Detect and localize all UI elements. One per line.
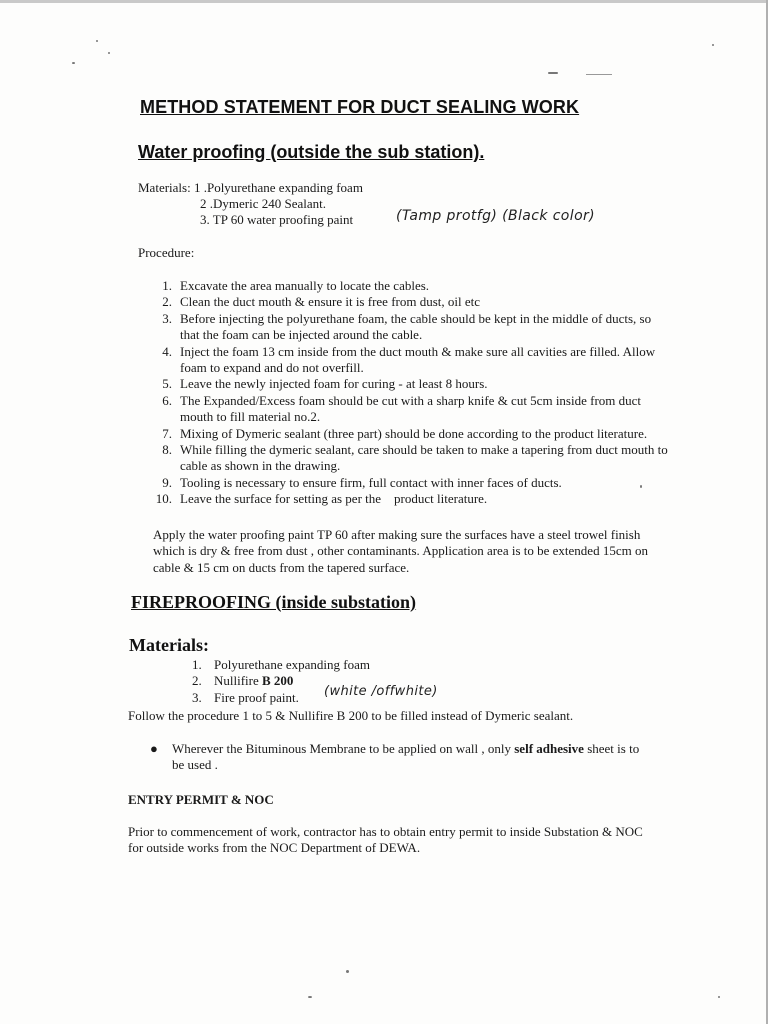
section-heading-entry-permit: ENTRY PERMIT & NOC bbox=[128, 792, 274, 807]
document-title: METHOD STATEMENT FOR DUCT SEALING WORK bbox=[140, 97, 580, 117]
list-item bbox=[150, 278, 670, 294]
list-item bbox=[150, 393, 670, 426]
list-number: 8. bbox=[162, 442, 172, 458]
bullet-dot-icon: ● bbox=[150, 741, 158, 756]
list-item-text: Leave the surface for setting as per the product literature. bbox=[180, 491, 488, 507]
material-item: 3. TP 60 water proofing paint bbox=[200, 212, 354, 227]
scan-speck bbox=[718, 996, 720, 998]
list-number: 2. bbox=[192, 673, 202, 689]
list-item-text: Leave the newly injected foam for curing - at least 8 hours. bbox=[180, 376, 488, 392]
bullet-text-bold: self adhesive bbox=[514, 741, 584, 756]
scan-speck bbox=[96, 40, 98, 42]
scan-speck bbox=[548, 72, 558, 74]
list-item-text: Excavate the area manually to locate the cables. bbox=[180, 278, 430, 293]
list-number: 10. bbox=[155, 491, 172, 507]
list-item-text: Before injecting the polyurethane foam, the cable should be kept in the middle of ducts, so that the foam can be injected around the cable. bbox=[180, 310, 652, 343]
procedure-list bbox=[150, 278, 670, 508]
list-item bbox=[150, 344, 670, 377]
section-heading-fireproofing: FIREPROOFING (inside substation) bbox=[131, 592, 417, 612]
procedure-label: Procedure: bbox=[138, 245, 195, 260]
list-item-text: Tooling is necessary to ensure firm, full contact with inner faces of ducts. bbox=[180, 474, 562, 490]
scan-speck bbox=[712, 44, 714, 46]
list-item-text: Nullifire bbox=[214, 673, 263, 689]
list-item bbox=[150, 426, 670, 442]
scan-speck bbox=[308, 996, 312, 998]
apply-paint-paragraph: Apply the water proofing paint TP 60 after making sure the surfaces have a steel trowel finish which is dry & free from dust , other contaminants. Application area is to be extended 15cm on cable & 15 cm on ducts from the tapered surface. bbox=[153, 527, 648, 575]
list-item-text: Fire proof paint. bbox=[214, 689, 299, 705]
list-item bbox=[192, 657, 370, 673]
list-number: 9. bbox=[162, 474, 172, 490]
materials-prefix: Materials: 1 bbox=[138, 180, 201, 195]
material-item: 2 .Dymeric 240 Sealant. bbox=[200, 196, 326, 211]
follow-procedure-text: Follow the procedure 1 to 5 & Nullifire B 200 to be filled instead of Dymeric sealant. bbox=[128, 708, 574, 723]
scan-speck bbox=[72, 62, 75, 64]
list-number: 2. bbox=[162, 294, 172, 310]
list-item-text: Clean the duct mouth & ensure it is free from dust, oil etc bbox=[180, 294, 481, 310]
list-item-text: Polyurethane expanding foam bbox=[214, 657, 370, 672]
handwritten-note: (Tamp protfg) (Black color) bbox=[396, 208, 596, 224]
list-item bbox=[150, 491, 670, 507]
list-number: 4. bbox=[162, 343, 172, 359]
scan-speck bbox=[586, 74, 612, 75]
list-item bbox=[150, 294, 670, 310]
materials-line-1 bbox=[138, 180, 363, 196]
bullet-text-pre: Wherever the Bituminous Membrane to be applied on wall , only bbox=[172, 741, 515, 756]
section-heading-water-proofing: Water proofing (outside the sub station). bbox=[138, 142, 485, 162]
material-item: .Polyurethane expanding foam bbox=[203, 180, 363, 195]
entry-permit-paragraph: Prior to commencement of work, contractor has to obtain entry permit to inside Substation & NOC for outside works from the NOC Department of DEWA. bbox=[128, 824, 643, 855]
scan-speck bbox=[108, 52, 110, 54]
bullet-item bbox=[150, 741, 650, 774]
list-item-text: The Expanded/Excess foam should be cut with a sharp knife & cut 5cm inside from duct mouth to fill material no.2. bbox=[180, 392, 642, 425]
list-item-text: While filling the dymeric sealant, care should be taken to make a tapering from duct mouth to cable as shown in the drawing. bbox=[180, 442, 668, 474]
bullet-text-post: sheet is to be used . bbox=[172, 741, 640, 773]
list-item-bold-text: B 200 bbox=[262, 673, 294, 689]
list-number: 7. bbox=[162, 425, 172, 441]
list-item bbox=[150, 311, 670, 344]
list-number: 1. bbox=[162, 278, 172, 293]
list-item bbox=[150, 376, 670, 392]
list-item bbox=[150, 475, 670, 491]
scan-speck bbox=[346, 970, 349, 973]
scan-border-top bbox=[0, 0, 768, 3]
handwritten-note: (white /offwhite) bbox=[324, 684, 438, 699]
materials-heading: Materials: bbox=[129, 635, 209, 655]
list-item-text: Inject the foam 13 cm inside from the duct mouth & make sure all cavities are filled. Allow foam to expand and do not overfill. bbox=[180, 343, 656, 376]
list-item bbox=[150, 442, 670, 475]
list-number: 3. bbox=[162, 310, 172, 326]
list-number: 3. bbox=[192, 689, 202, 705]
list-number: 5. bbox=[162, 376, 172, 392]
list-number: 6. bbox=[162, 392, 172, 408]
bullet-text bbox=[172, 741, 650, 774]
list-item-text: Mixing of Dymeric sealant (three part) should be done according to the product literature. bbox=[180, 425, 648, 441]
list-number: 1. bbox=[192, 657, 202, 672]
